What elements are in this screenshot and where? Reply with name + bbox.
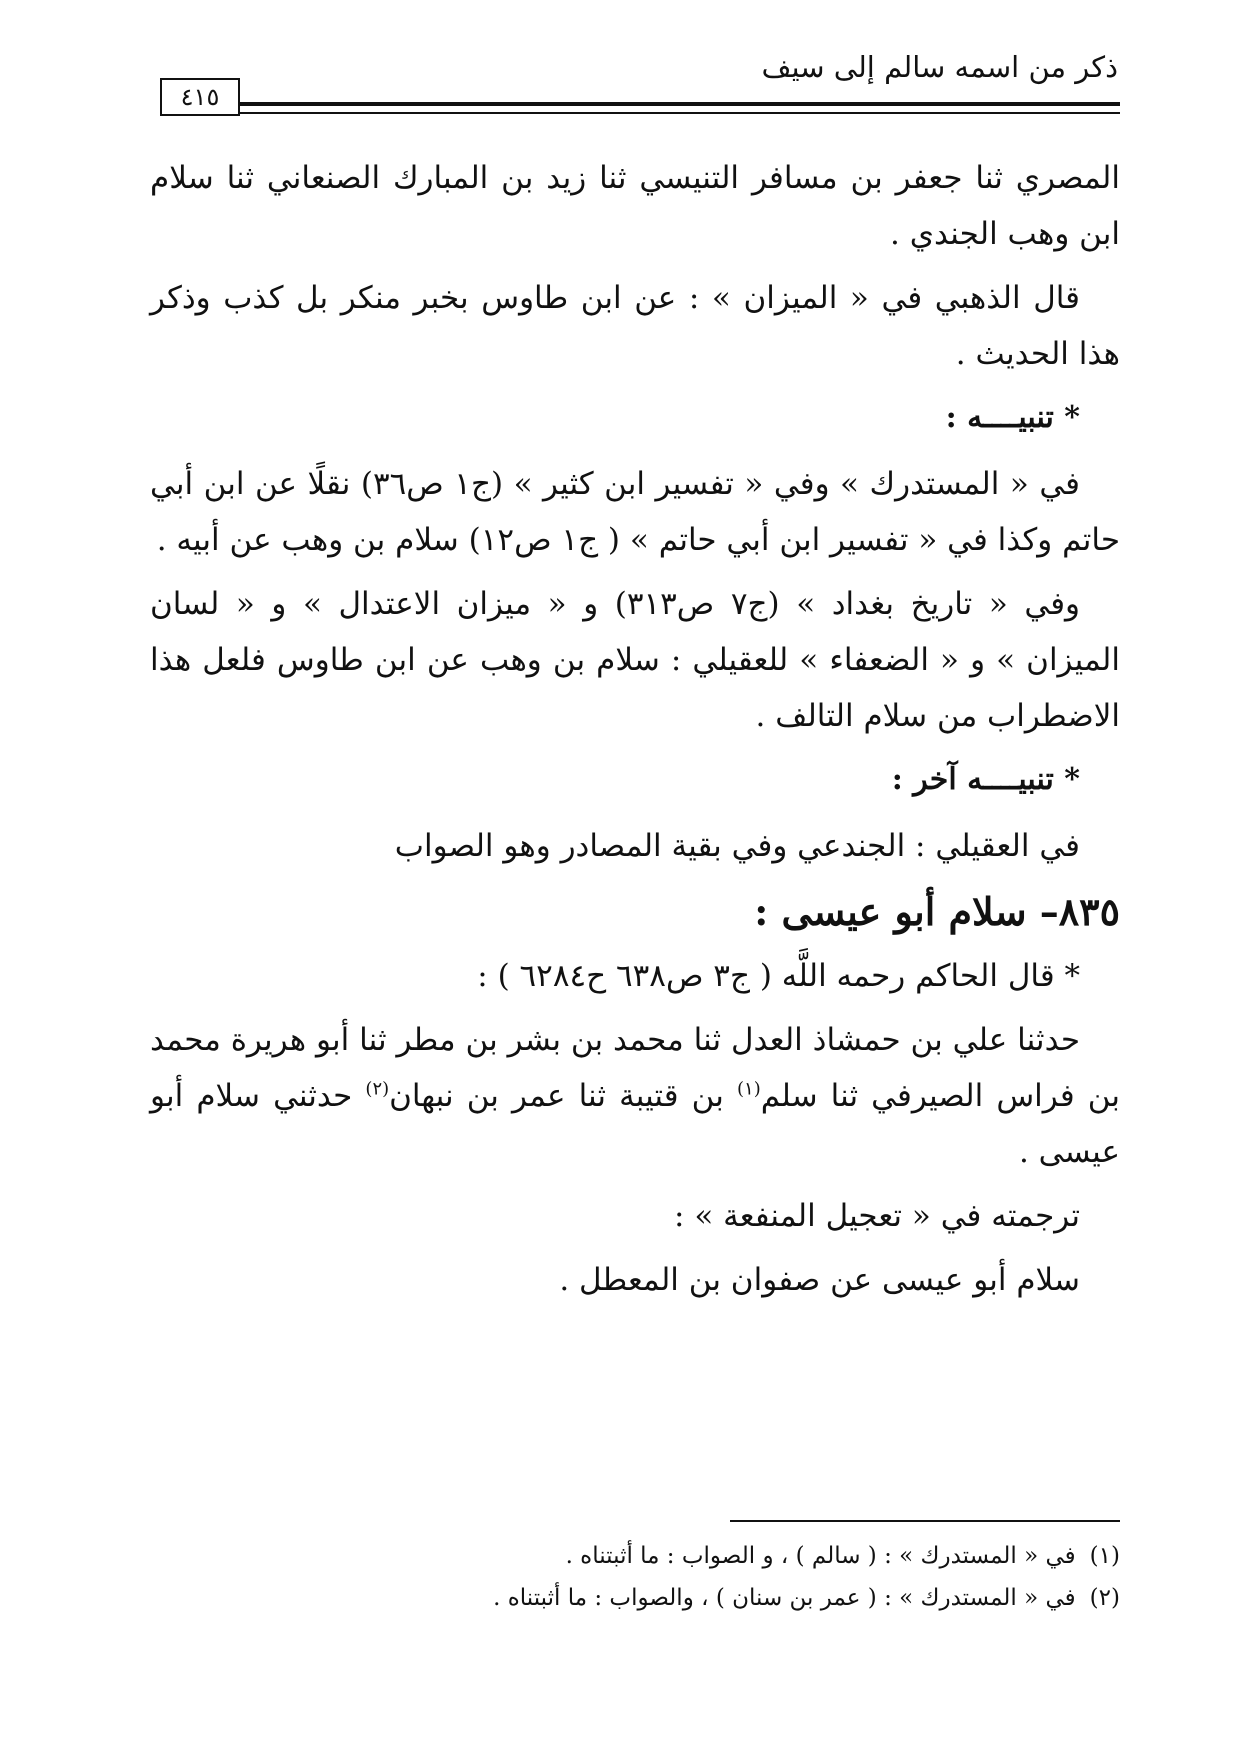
page-body [150,150,1120,1316]
paragraph-3: في « المستدرك » وفي « تفسير ابن كثير » (ج١ ص٣٦) نقلًا عن ابن أبي حاتم وكذا في « تفسير ابن أبي حاتم » ( ج١ ص١٢) سلام بن وهب عن أبيه . [150,466,1120,558]
paragraph-9: سلام أبو عيسى عن صفوان بن المعطل . [559,1262,1080,1298]
header-rule-thick [238,102,1120,106]
paragraph-7-text-a: حدثنا علي بن حمشاذ العدل ثنا محمد بن بشر بن مطر ثنا أبو هريرة محمد بن فراس الصيرفي ثنا سلم [150,1022,1120,1114]
footnote-1-number: (١) [1089,1543,1120,1569]
paragraph-1: المصري ثنا جعفر بن مسافر التنيسي ثنا زيد بن المبارك الصنعاني ثنا سلام ابن وهب الجندي . [150,160,1120,252]
header-rule-thin [238,112,1120,114]
footnote-2 [300,1577,1120,1619]
footnote-1 [300,1535,1120,1577]
footnote-1-text: في « المستدرك » : ( سالم ) ، و الصواب : ما أثبتناه . [565,1543,1076,1569]
paragraph-4: وفي « تاريخ بغداد » (ج٧ ص٣١٣) و « ميزان الاعتدال » و « لسان الميزان » و « الضعفاء » للعقيلي : سلام بن وهب عن ابن طاوس فلعل هذا الاضطراب من سلام التالف . [150,586,1120,734]
paragraph-5: في العقيلي : الجندعي وفي بقية المصادر وهو الصواب [394,828,1080,864]
footnote-rule [730,1520,1120,1522]
paragraph-6: * قال الحاكم رحمه اللَّه ( ج٣ ص٦٣٨ ح٦٢٨٤ ) : [477,958,1080,994]
entry-heading: ٨٣٥– سلام أبو عيسى : [754,889,1120,934]
footnotes [300,1535,1120,1619]
paragraph-7 [150,1012,1120,1180]
page-number: ٤١٥ [160,78,240,116]
paragraph-7-text-b: بن قتيبة ثنا عمر بن نبهان [389,1078,737,1114]
note-heading-2: * تنبيــــه آخر : [891,762,1080,797]
footnote-2-number: (٢) [1089,1585,1120,1611]
note-heading-1: * تنبيــــه : [945,400,1080,435]
footnote-2-text: في « المستدرك » : ( عمر بن سنان ) ، والصواب : ما أثبتناه . [493,1585,1076,1611]
paragraph-7-text-c: حدثني سلام أبو عيسى . [150,1078,1120,1170]
paragraph-8: ترجمته في « تعجيل المنفعة » : [674,1198,1080,1234]
paragraph-2: قال الذهبي في « الميزان » : عن ابن طاوس بخبر منكر بل كذب وذكر هذا الحديث . [150,280,1120,372]
running-title: ذكر من اسمه سالم إلى سيف [761,50,1118,84]
footnote-ref-1: (١) [737,1078,761,1100]
footnote-ref-2: (٢) [365,1078,390,1100]
